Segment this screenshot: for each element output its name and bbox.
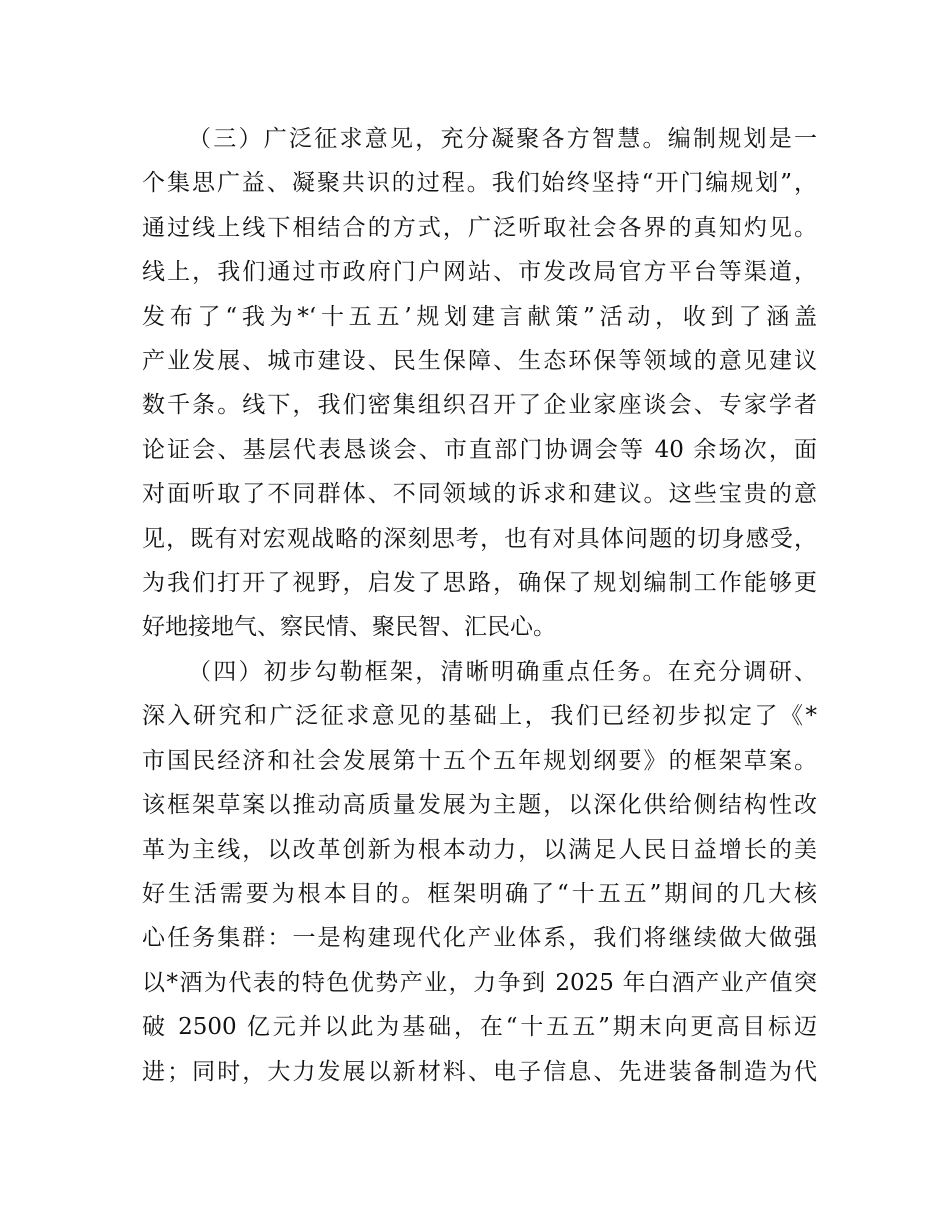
text-line: 通过线上线下相结合的方式，广泛听取社会各界的真知灼见。 xyxy=(142,214,817,241)
text-line: 个集思广益、凝聚共识的过程。我们始终坚持“开门编规划”， xyxy=(142,170,817,197)
text-line: 好地接地气、察民情、聚民智、汇民心。 xyxy=(142,614,556,641)
paragraph-section-four xyxy=(142,650,817,1094)
text-line: 数千条。线下，我们密集组织召开了企业家座谈会、专家学者 xyxy=(142,392,817,419)
text-line: 发布了“我为*‘十五五’规划建言献策”活动，收到了涵盖 xyxy=(142,303,817,330)
text-line: 为我们打开了视野，启发了思路，确保了规划编制工作能够更 xyxy=(142,569,817,596)
text-line: 对面听取了不同群体、不同领域的诉求和建议。这些宝贵的意 xyxy=(142,481,817,508)
text-line: 以*酒为代表的特色优势产业，力争到 2025 年白酒产业产值突 xyxy=(142,969,817,996)
text-line: （四）初步勾勒框架，清晰明确重点任务。在充分调研、 xyxy=(188,659,817,685)
text-line: 进；同时，大力发展以新材料、电子信息、先进装备制造为代 xyxy=(142,1058,817,1085)
text-line: 该框架草案以推动高质量发展为主题，以深化供给侧结构性改 xyxy=(142,792,817,819)
text-line: 革为主线，以改革创新为根本动力，以满足人民日益增长的美 xyxy=(142,836,817,863)
text-line: 线上，我们通过市政府门户网站、市发改局官方平台等渠道， xyxy=(142,259,817,286)
text-line: 市国民经济和社会发展第十五个五年规划纲要》的框架草案。 xyxy=(142,747,817,774)
text-line: （三）广泛征求意见，充分凝聚各方智慧。编制规划是一 xyxy=(188,126,817,152)
text-line: 论证会、基层代表恳谈会、市直部门协调会等 40 余场次，面 xyxy=(142,436,817,463)
text-line: 好生活需要为根本目的。框架明确了“十五五”期间的几大核 xyxy=(142,880,817,907)
paragraph-section-three xyxy=(142,117,817,650)
text-line: 破 2500 亿元并以此为基础，在“十五五”期末向更高目标迈 xyxy=(142,1014,817,1041)
text-line: 心任务集群：一是构建现代化产业体系，我们将继续做大做强 xyxy=(142,925,817,952)
text-line: 深入研究和广泛征求意见的基础上，我们已经初步拟定了《* xyxy=(142,703,817,730)
text-line: 见，既有对宏观战略的深刻思考，也有对具体问题的切身感受， xyxy=(142,525,817,552)
text-line: 产业发展、城市建设、民生保障、生态环保等领域的意见建议 xyxy=(142,347,817,374)
